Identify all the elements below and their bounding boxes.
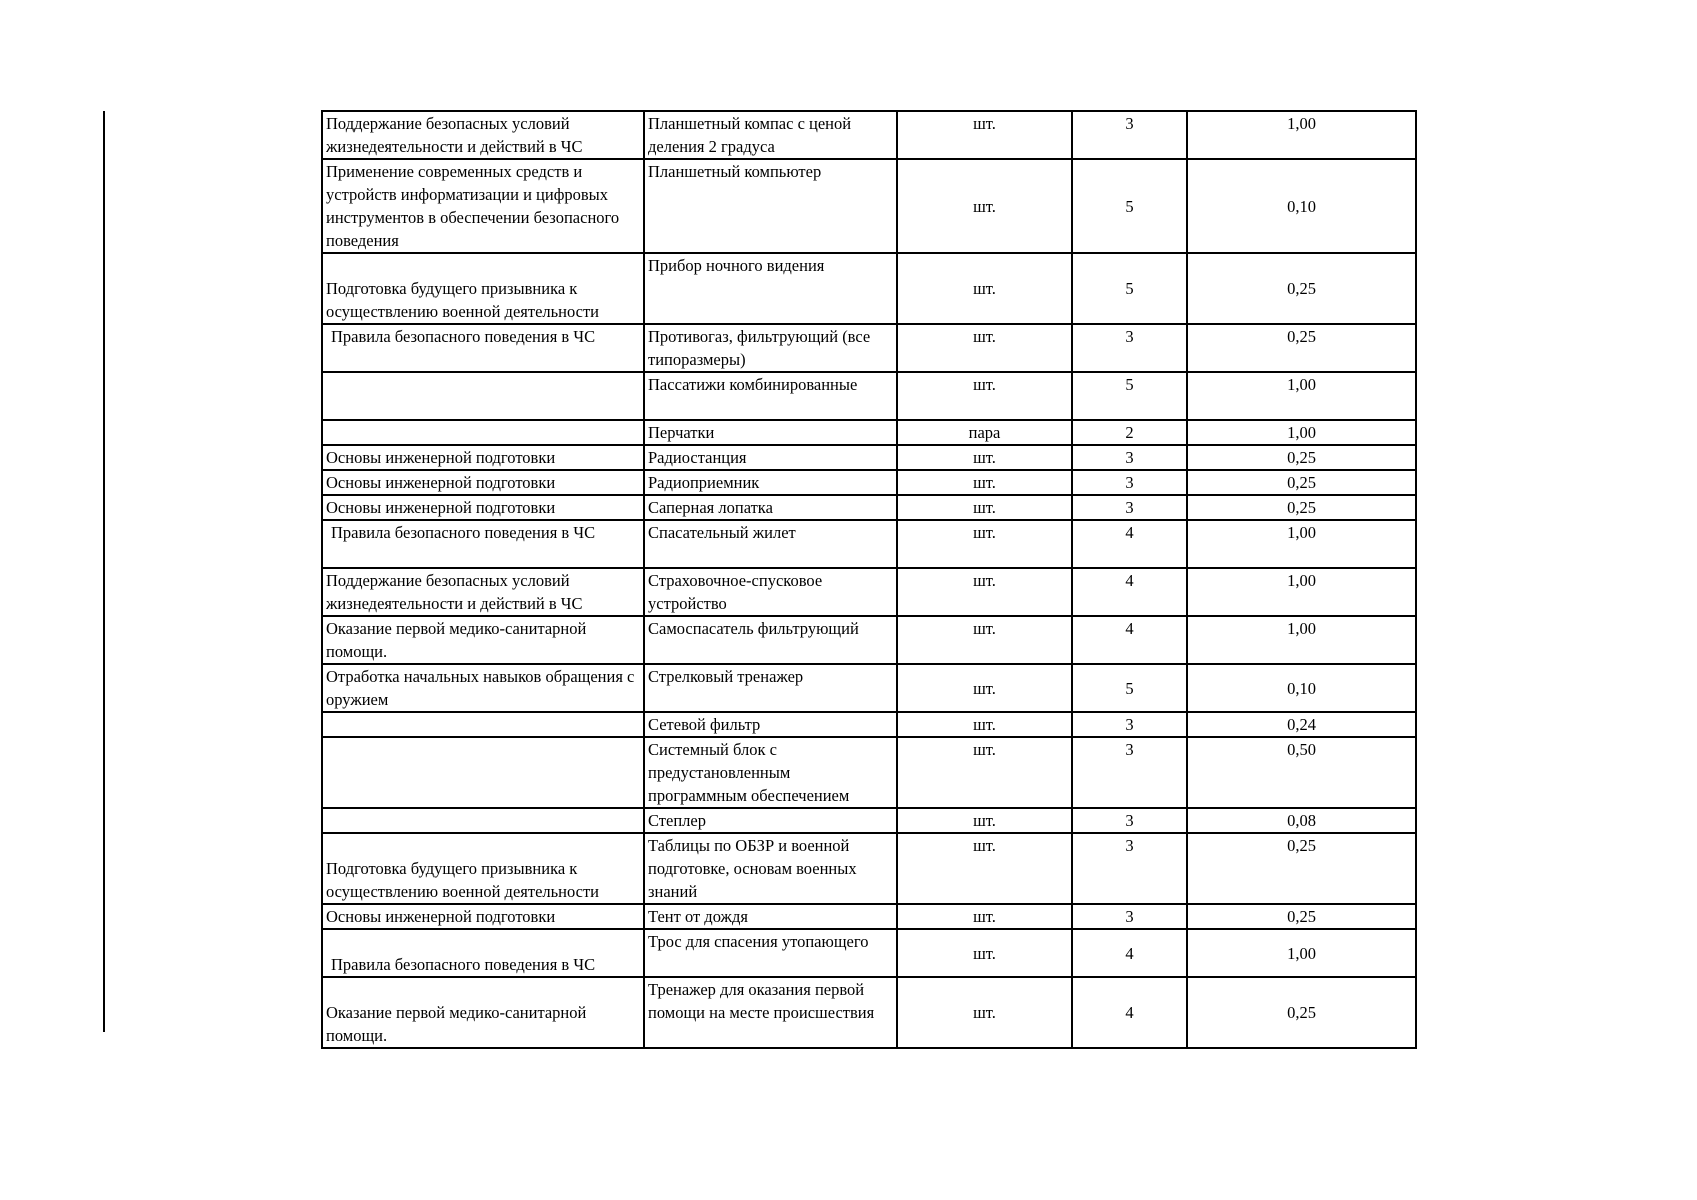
qty-cell: 2 (1072, 420, 1187, 445)
item-cell: Пассатижи комбинированные (644, 372, 897, 420)
qty-cell: 3 (1072, 445, 1187, 470)
item-cell: Таблицы по ОБЗР и военной подготовке, основам военных знаний (644, 833, 897, 904)
section-cell: Правила безопасного поведения в ЧС (322, 324, 644, 372)
item-cell: Саперная лопатка (644, 495, 897, 520)
item-cell: Страховочное-спусковое устройство (644, 568, 897, 616)
table-row (322, 420, 1416, 445)
qty-cell: 3 (1072, 324, 1187, 372)
section-cell: Поддержание безопасных условий жизнедеятельности и действий в ЧС (322, 111, 644, 159)
section-cell: Правила безопасного поведения в ЧС (322, 929, 644, 977)
table-row (322, 737, 1416, 808)
unit-cell: шт. (897, 712, 1072, 737)
unit-cell: шт. (897, 111, 1072, 159)
qty-cell: 3 (1072, 808, 1187, 833)
section-cell: Подготовка будущего призывника к осуществлению военной деятельности (322, 833, 644, 904)
table-row (322, 445, 1416, 470)
coef-cell: 0,25 (1187, 833, 1416, 904)
section-cell: Основы инженерной подготовки (322, 470, 644, 495)
item-cell: Перчатки (644, 420, 897, 445)
qty-cell: 4 (1072, 616, 1187, 664)
unit-cell: шт. (897, 495, 1072, 520)
item-cell: Трос для спасения утопающего (644, 929, 897, 977)
qty-cell: 3 (1072, 904, 1187, 929)
table-row (322, 712, 1416, 737)
unit-cell: шт. (897, 808, 1072, 833)
section-cell (322, 808, 644, 833)
unit-cell: шт. (897, 737, 1072, 808)
coef-cell: 0,25 (1187, 253, 1416, 324)
table-row (322, 568, 1416, 616)
coef-cell: 0,24 (1187, 712, 1416, 737)
unit-cell: шт. (897, 664, 1072, 712)
coef-cell: 0,08 (1187, 808, 1416, 833)
section-cell: Подготовка будущего призывника к осуществлению военной деятельности (322, 253, 644, 324)
item-cell: Стрелковый тренажер (644, 664, 897, 712)
item-cell: Прибор ночного видения (644, 253, 897, 324)
unit-cell: шт. (897, 372, 1072, 420)
item-cell: Спасательный жилет (644, 520, 897, 568)
unit-cell: пара (897, 420, 1072, 445)
coef-cell: 1,00 (1187, 111, 1416, 159)
qty-cell: 5 (1072, 372, 1187, 420)
coef-cell: 1,00 (1187, 616, 1416, 664)
section-cell: Применение современных средств и устройств информатизации и цифровых инструментов в обеспечении безопасного поведения (322, 159, 644, 253)
coef-cell: 0,10 (1187, 159, 1416, 253)
section-cell: Основы инженерной подготовки (322, 445, 644, 470)
table-row (322, 616, 1416, 664)
table-row (322, 159, 1416, 253)
unit-cell: шт. (897, 977, 1072, 1048)
section-cell (322, 372, 644, 420)
section-cell (322, 737, 644, 808)
table-row (322, 929, 1416, 977)
coef-cell: 0,25 (1187, 977, 1416, 1048)
table-row (322, 495, 1416, 520)
table-row (322, 833, 1416, 904)
coef-cell: 1,00 (1187, 929, 1416, 977)
unit-cell: шт. (897, 929, 1072, 977)
unit-cell: шт. (897, 253, 1072, 324)
section-cell (322, 420, 644, 445)
table-row (322, 904, 1416, 929)
item-cell: Тренажер для оказания первой помощи на месте происшествия (644, 977, 897, 1048)
item-cell: Системный блок с предустановленным программным обеспечением (644, 737, 897, 808)
qty-cell: 3 (1072, 111, 1187, 159)
section-cell: Основы инженерной подготовки (322, 904, 644, 929)
table-row (322, 808, 1416, 833)
item-cell: Противогаз, фильтрующий (все типоразмеры) (644, 324, 897, 372)
coef-cell: 1,00 (1187, 420, 1416, 445)
item-cell: Радиостанция (644, 445, 897, 470)
coef-cell: 1,00 (1187, 372, 1416, 420)
unit-cell: шт. (897, 833, 1072, 904)
coef-cell: 0,25 (1187, 445, 1416, 470)
section-cell: Правила безопасного поведения в ЧС (322, 520, 644, 568)
coef-cell: 0,25 (1187, 495, 1416, 520)
coef-cell: 0,50 (1187, 737, 1416, 808)
table-row (322, 324, 1416, 372)
item-cell: Тент от дождя (644, 904, 897, 929)
coef-cell: 0,25 (1187, 470, 1416, 495)
qty-cell: 5 (1072, 664, 1187, 712)
qty-cell: 4 (1072, 568, 1187, 616)
qty-cell: 4 (1072, 929, 1187, 977)
coef-cell: 1,00 (1187, 520, 1416, 568)
section-cell (322, 712, 644, 737)
item-cell: Радиоприемник (644, 470, 897, 495)
qty-cell: 4 (1072, 520, 1187, 568)
coef-cell: 0,10 (1187, 664, 1416, 712)
table-row (322, 664, 1416, 712)
table-row (322, 520, 1416, 568)
item-cell: Сетевой фильтр (644, 712, 897, 737)
item-cell: Степлер (644, 808, 897, 833)
section-cell: Основы инженерной подготовки (322, 495, 644, 520)
coef-cell: 0,25 (1187, 904, 1416, 929)
equipment-table (321, 110, 1417, 1049)
qty-cell: 3 (1072, 833, 1187, 904)
item-cell: Планшетный компьютер (644, 159, 897, 253)
section-cell: Отработка начальных навыков обращения с оружием (322, 664, 644, 712)
section-cell: Поддержание безопасных условий жизнедеятельности и действий в ЧС (322, 568, 644, 616)
item-cell: Самоспасатель фильтрующий (644, 616, 897, 664)
item-cell: Планшетный компас с ценой деления 2 градуса (644, 111, 897, 159)
coef-cell: 1,00 (1187, 568, 1416, 616)
unit-cell: шт. (897, 159, 1072, 253)
table-row (322, 111, 1416, 159)
unit-cell: шт. (897, 470, 1072, 495)
unit-cell: шт. (897, 445, 1072, 470)
section-cell: Оказание первой медико-санитарной помощи. (322, 977, 644, 1048)
table-row (322, 470, 1416, 495)
coef-cell: 0,25 (1187, 324, 1416, 372)
table-row (322, 372, 1416, 420)
unit-cell: шт. (897, 616, 1072, 664)
section-cell: Оказание первой медико-санитарной помощи. (322, 616, 644, 664)
unit-cell: шт. (897, 568, 1072, 616)
left-margin-line (103, 111, 105, 1032)
qty-cell: 4 (1072, 977, 1187, 1048)
qty-cell: 3 (1072, 712, 1187, 737)
qty-cell: 5 (1072, 159, 1187, 253)
qty-cell: 5 (1072, 253, 1187, 324)
unit-cell: шт. (897, 324, 1072, 372)
unit-cell: шт. (897, 520, 1072, 568)
qty-cell: 3 (1072, 495, 1187, 520)
table-row (322, 253, 1416, 324)
qty-cell: 3 (1072, 737, 1187, 808)
table-row (322, 977, 1416, 1048)
qty-cell: 3 (1072, 470, 1187, 495)
unit-cell: шт. (897, 904, 1072, 929)
